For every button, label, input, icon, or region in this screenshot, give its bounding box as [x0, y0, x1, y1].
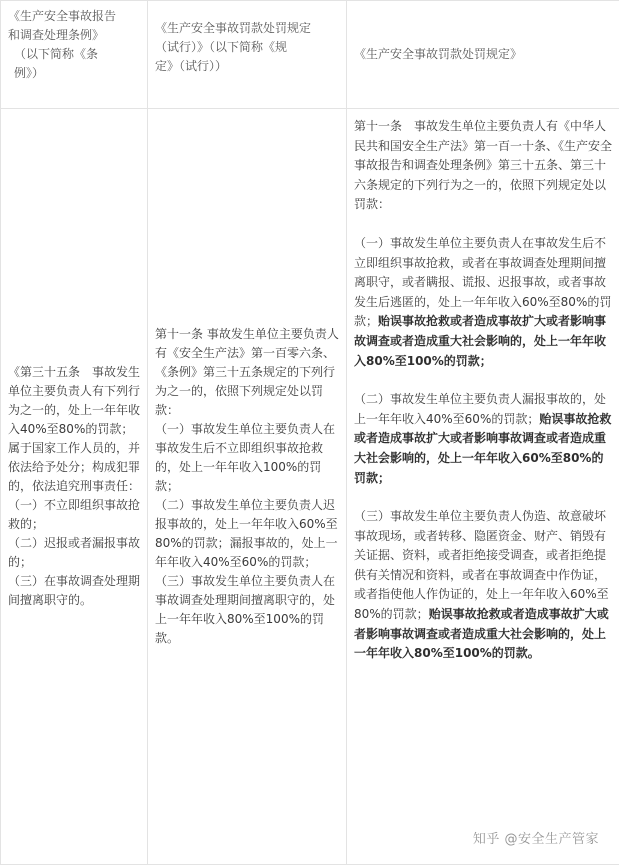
header-col3: 《生产安全事故罚款处罚规定》: [347, 1, 619, 109]
col3-intro: 第十一条 事故发生单位主要负责人有《中华人民共和国安全生产法》第一百一十条、《生产安全事故报告和调查处理条例》第三十五条、第三十六条规定的下列行为之一的，依照下列规定处以罚款：: [354, 119, 613, 212]
col3-item-text: （二）事故发生单位主要负责人漏报事故的，处上一年年收入40%至60%的罚款；: [354, 392, 607, 426]
header-row: [1, 1, 619, 109]
watermark: 知乎 @安全生产管家: [472, 832, 599, 847]
header-col1-line: 《生产安全事故报告: [8, 9, 117, 23]
col3-item-bold: 贻误事故抢救或者造成事故扩大或者影响事故调查或者造成重大社会影响的，处上一年年收入80%至100%的罚款；: [354, 314, 607, 368]
header-col1-line: 例》）: [14, 66, 45, 80]
col1-paragraph: （一）不立即组织事故抢救的；: [8, 498, 141, 531]
col2-paragraph: （二）事故发生单位主要负责人迟报事故的，处上一年年收入60%至80%的罚款；漏报事故的，处上一年年收入40%至60%的罚款；: [155, 498, 338, 569]
col1-paragraph: 《第三十五条 事故发生单位主要负责人有下列行为之一的，处上一年年收入40%至80%的罚款；属于国家工作人员的，并依法给予处分；构成犯罪的，依法追究刑事责任：: [8, 365, 141, 493]
header-col2-line: （试行）》（以下简称《规: [155, 40, 288, 54]
col2-paragraph: （一）事故发生单位主要负责人在事故发生后不立即组织事故抢救的，处上一年年收入100%的罚款；: [155, 422, 336, 493]
col3-content: [347, 109, 619, 865]
col2-content: [148, 109, 347, 865]
col3-item: [354, 390, 612, 488]
header-col1: [1, 1, 148, 109]
header-col1-line: （以下简称《条: [14, 47, 99, 61]
col1-paragraph: （三）在事故调查处理期间擅离职守的。: [8, 574, 141, 607]
header-col2-line: 《生产安全事故罚款处罚规定: [155, 21, 312, 35]
col2-paragraph: （三）事故发生单位主要负责人在事故调查处理期间擅离职守的，处上一年年收入80%至100%的罚款。: [155, 574, 336, 645]
col3-item-bold: 贻误事故抢救或者造成事故扩大或者影响事故调查或者造成重大社会影响的，处上一年年收入80%至100%的罚款。: [354, 607, 609, 661]
body-row: [1, 109, 619, 865]
header-col2-line: 定》（试行））: [155, 59, 228, 73]
col3-item: [354, 234, 612, 371]
col2-paragraph: 第十一条 事故发生单位主要负责人有《安全生产法》第一百零六条、《条例》第三十五条规定的下列行为之一的，依照下列规定处以罚款：: [155, 327, 339, 417]
col1-content: [1, 109, 148, 865]
col3-item: [354, 507, 612, 664]
col3-item-text: （一）事故发生单位主要负责人在事故发生后不立即组织事故抢救，或者在事故调查处理期间擅离职守，或者瞒报、谎报、迟报事故，或者事故发生后逃匿的，处上一年年收入60%至80%的罚款；: [354, 235, 612, 329]
col3-item-text: （三）事故发生单位主要负责人伪造、故意破坏事故现场，或者转移、隐匿资金、财产、销毁有关证据、资料，或者拒绝接受调查，或者拒绝提供有关情况和资料，或者在事故调查中作伪证，或者指使他人作伪证的，处上一年年收入60%至80%的罚款；: [354, 509, 609, 622]
col1-paragraph: （二）迟报或者漏报事故的；: [8, 536, 141, 569]
header-col1-line: 和调查处理条例》: [8, 28, 105, 42]
col3-item-bold: 贻误事故抢救或者造成事故扩大或者影响事故调查或者造成重大社会影响的，处上一年年收入60%至80%的罚款；: [354, 411, 612, 485]
header-col2: [148, 1, 347, 109]
